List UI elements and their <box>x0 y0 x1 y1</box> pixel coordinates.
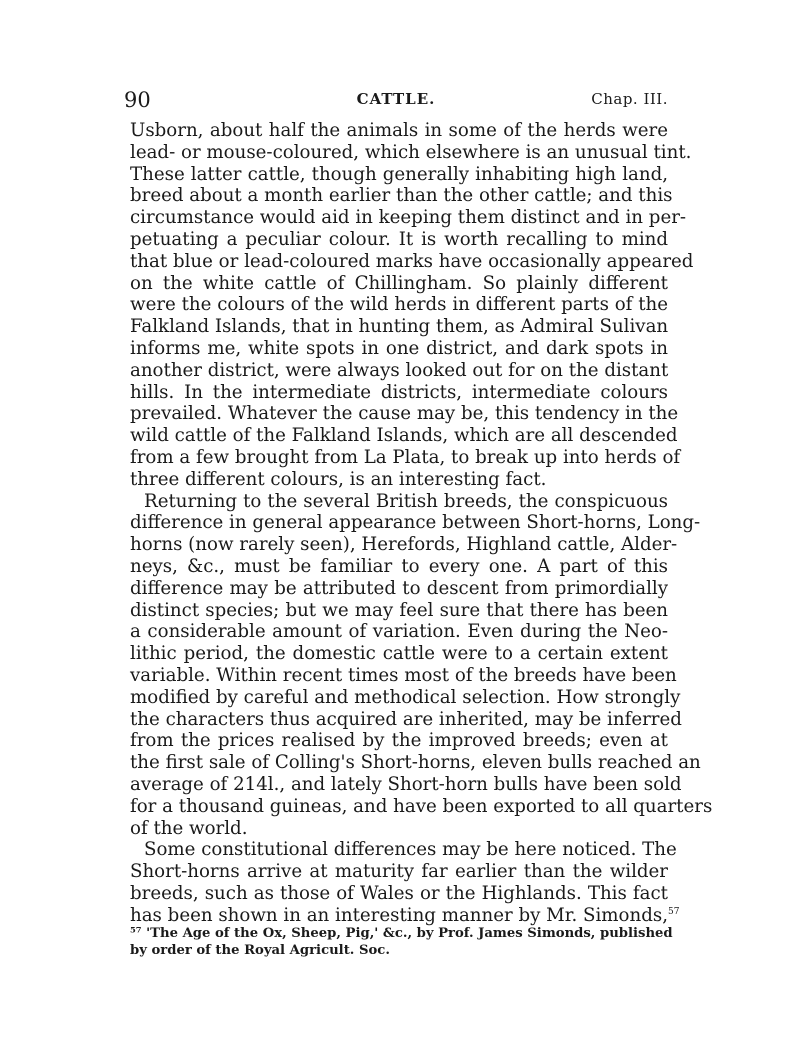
text-line: lithic period, the domestic cattle were to a certain extent <box>130 643 668 665</box>
text-line: These latter cattle, though generally inhabiting high land, <box>130 163 668 185</box>
text-line: variable. Within recent times most of the breeds have been <box>130 664 677 686</box>
text-line: that blue or lead-coloured marks have occasionally appeared <box>130 250 694 272</box>
text-line: for a thousand guineas, and have been exported to all quarters <box>130 795 713 817</box>
text-line: Usborn, about half the animals in some of the herds were <box>130 120 668 141</box>
text-line: Returning to the several British breeds, the conspicuous <box>144 490 668 512</box>
text-line: petuating a peculiar colour. It is worth recalling to mind <box>130 228 668 250</box>
text-line-content: has been shown in an interesting manner by Mr. Simonds, <box>130 904 668 926</box>
footnote-line: ⁵⁷ 'The Age of the Ox, Sheep, Pig,' &c., by Prof. James Simonds, published <box>130 926 673 941</box>
text-line: from the prices realised by the improved breeds; even at <box>130 730 668 752</box>
text-line: the first sale of Colling's Short-horns, eleven bulls reached an <box>130 752 701 774</box>
text-line: distinct species; but we may feel sure that there has been <box>130 599 668 621</box>
text-line: Falkland Islands, that in hunting them, as Admiral Sulivan <box>130 316 669 338</box>
text-line: neys, &c., must be familiar to every one. A part of this <box>130 555 668 577</box>
text-line: Short-horns arrive at maturity far earlier than the wilder <box>130 861 668 883</box>
running-header <box>124 88 668 116</box>
chapter-label: Chap. III. <box>591 90 668 108</box>
text-line: Some constitutional differences may be here noticed. The <box>144 839 677 861</box>
text-line: average of 214l., and lately Short-horn bulls have been sold <box>130 773 682 795</box>
text-line <box>130 904 680 927</box>
text-line: difference in general appearance between Short-horns, Long- <box>130 512 701 534</box>
text-line: circumstance would aid in keeping them distinct and in per- <box>130 207 687 229</box>
footnote-line: by order of the Royal Agricult. Soc. <box>130 943 390 958</box>
text-line: three different colours, is an interesting fact. <box>130 468 547 490</box>
text-line: informs me, white spots in one district, and dark spots in <box>130 337 668 359</box>
text-line: another district, were always looked out for on the distant <box>130 359 669 381</box>
text-line: prevailed. Whatever the cause may be, this tendency in the <box>130 403 679 425</box>
text-line: breeds, such as those of Wales or the Highlands. This fact <box>130 882 668 904</box>
page-number: 90 <box>124 88 151 112</box>
text-line: lead- or mouse-coloured, which elsewhere is an unusual tint. <box>130 141 692 163</box>
text-line: a considerable amount of variation. Even during the Neo- <box>130 621 668 643</box>
running-title: CATTLE. <box>356 90 436 108</box>
footnote-reference: 57 <box>667 906 680 917</box>
text-line: hills. In the intermediate districts, intermediate colours <box>130 381 668 403</box>
body-text <box>130 120 713 926</box>
text-line: from a few brought from La Plata, to break up into herds of <box>130 446 681 468</box>
text-line: of the world. <box>130 817 248 839</box>
text-line: on the white cattle of Chillingham. So plainly different <box>130 272 668 294</box>
text-line: modified by careful and methodical selection. How strongly <box>130 686 681 708</box>
text-line: horns (now rarely seen), Herefords, Highland cattle, Alder- <box>130 534 678 556</box>
text-line: the characters thus acquired are inherited, may be inferred <box>130 708 682 730</box>
text-line: difference may be attributed to descent from primordially <box>130 577 668 599</box>
text-line: breed about a month earlier than the other cattle; and this <box>130 185 673 207</box>
text-line: were the colours of the wild herds in different parts of the <box>130 294 668 316</box>
text-line: wild cattle of the Falkland Islands, which are all descended <box>130 425 678 447</box>
footnote <box>130 925 673 959</box>
